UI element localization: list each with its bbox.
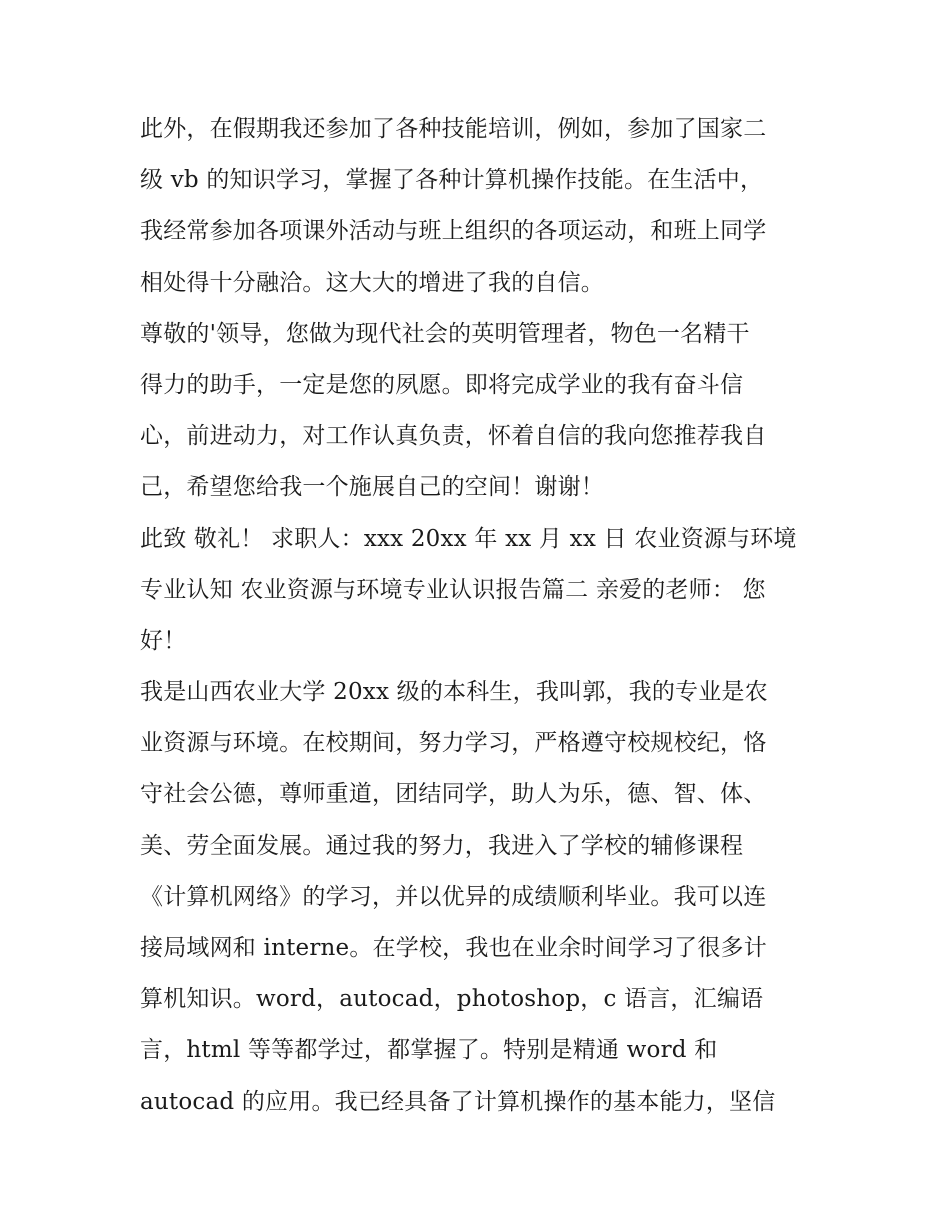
text-line: 己，希望您给我一个施展自己的空间！谢谢！ (140, 474, 604, 501)
text-line: 《计算机网络》的学习，并以优异的成绩顺利毕业。我可以连 (140, 883, 767, 910)
text-line: 算机知识。word，autocad，photoshop，c 语言，汇编语 (140, 986, 764, 1013)
text-line: 我经常参加各项课外活动与班上组织的各项运动，和班上同学 (140, 218, 767, 245)
text-line: 尊敬的'领导，您做为现代社会的英明管理者，物色一名精干 (140, 320, 750, 347)
text-line: autocad 的应用。我已经具备了计算机操作的基本能力，坚信 (140, 1088, 776, 1115)
text-line: 此外，在假期我还参加了各种技能培训，例如，参加了国家二 (140, 116, 767, 142)
text-line: 级 vb 的知识学习，掌握了各种计算机操作技能。在生活中， (140, 167, 764, 194)
text-line: 我是山西农业大学 20xx 级的本科生，我叫郭，我的专业是农 (140, 679, 768, 706)
text-line: 专业认知 农业资源与环境专业认识报告篇二 亲爱的老师： 您 (140, 576, 766, 603)
text-line: 言，html 等等都学过，都掌握了。特别是精通 word 和 (140, 1037, 718, 1064)
text-line: 业资源与环境。在校期间，努力学习，严格遵守校规校纪，恪 (140, 730, 767, 757)
text-line: 好！ (140, 627, 187, 654)
text-line: 心，前进动力，对工作认真负责，怀着自信的我向您推荐我自 (140, 423, 767, 450)
text-line: 守社会公德，尊师重道，团结同学，助人为乐，德、智、体、 (140, 781, 767, 808)
text-line: 接局域网和 interne。在学校，我也在业余时间学习了很多计 (140, 935, 767, 961)
text-line: 此致 敬礼！ 求职人：xxx 20xx 年 xx 月 xx 日 农业资源与环境 (140, 525, 797, 552)
text-line: 相处得十分融洽。这大大的增进了我的自信。 (140, 269, 604, 296)
document-body (140, 104, 820, 1128)
text-line: 美、劳全面发展。通过我的努力，我进入了学校的辅修课程 (140, 832, 744, 859)
text-line: 得力的助手，一定是您的夙愿。即将完成学业的我有奋斗信 (140, 371, 744, 398)
